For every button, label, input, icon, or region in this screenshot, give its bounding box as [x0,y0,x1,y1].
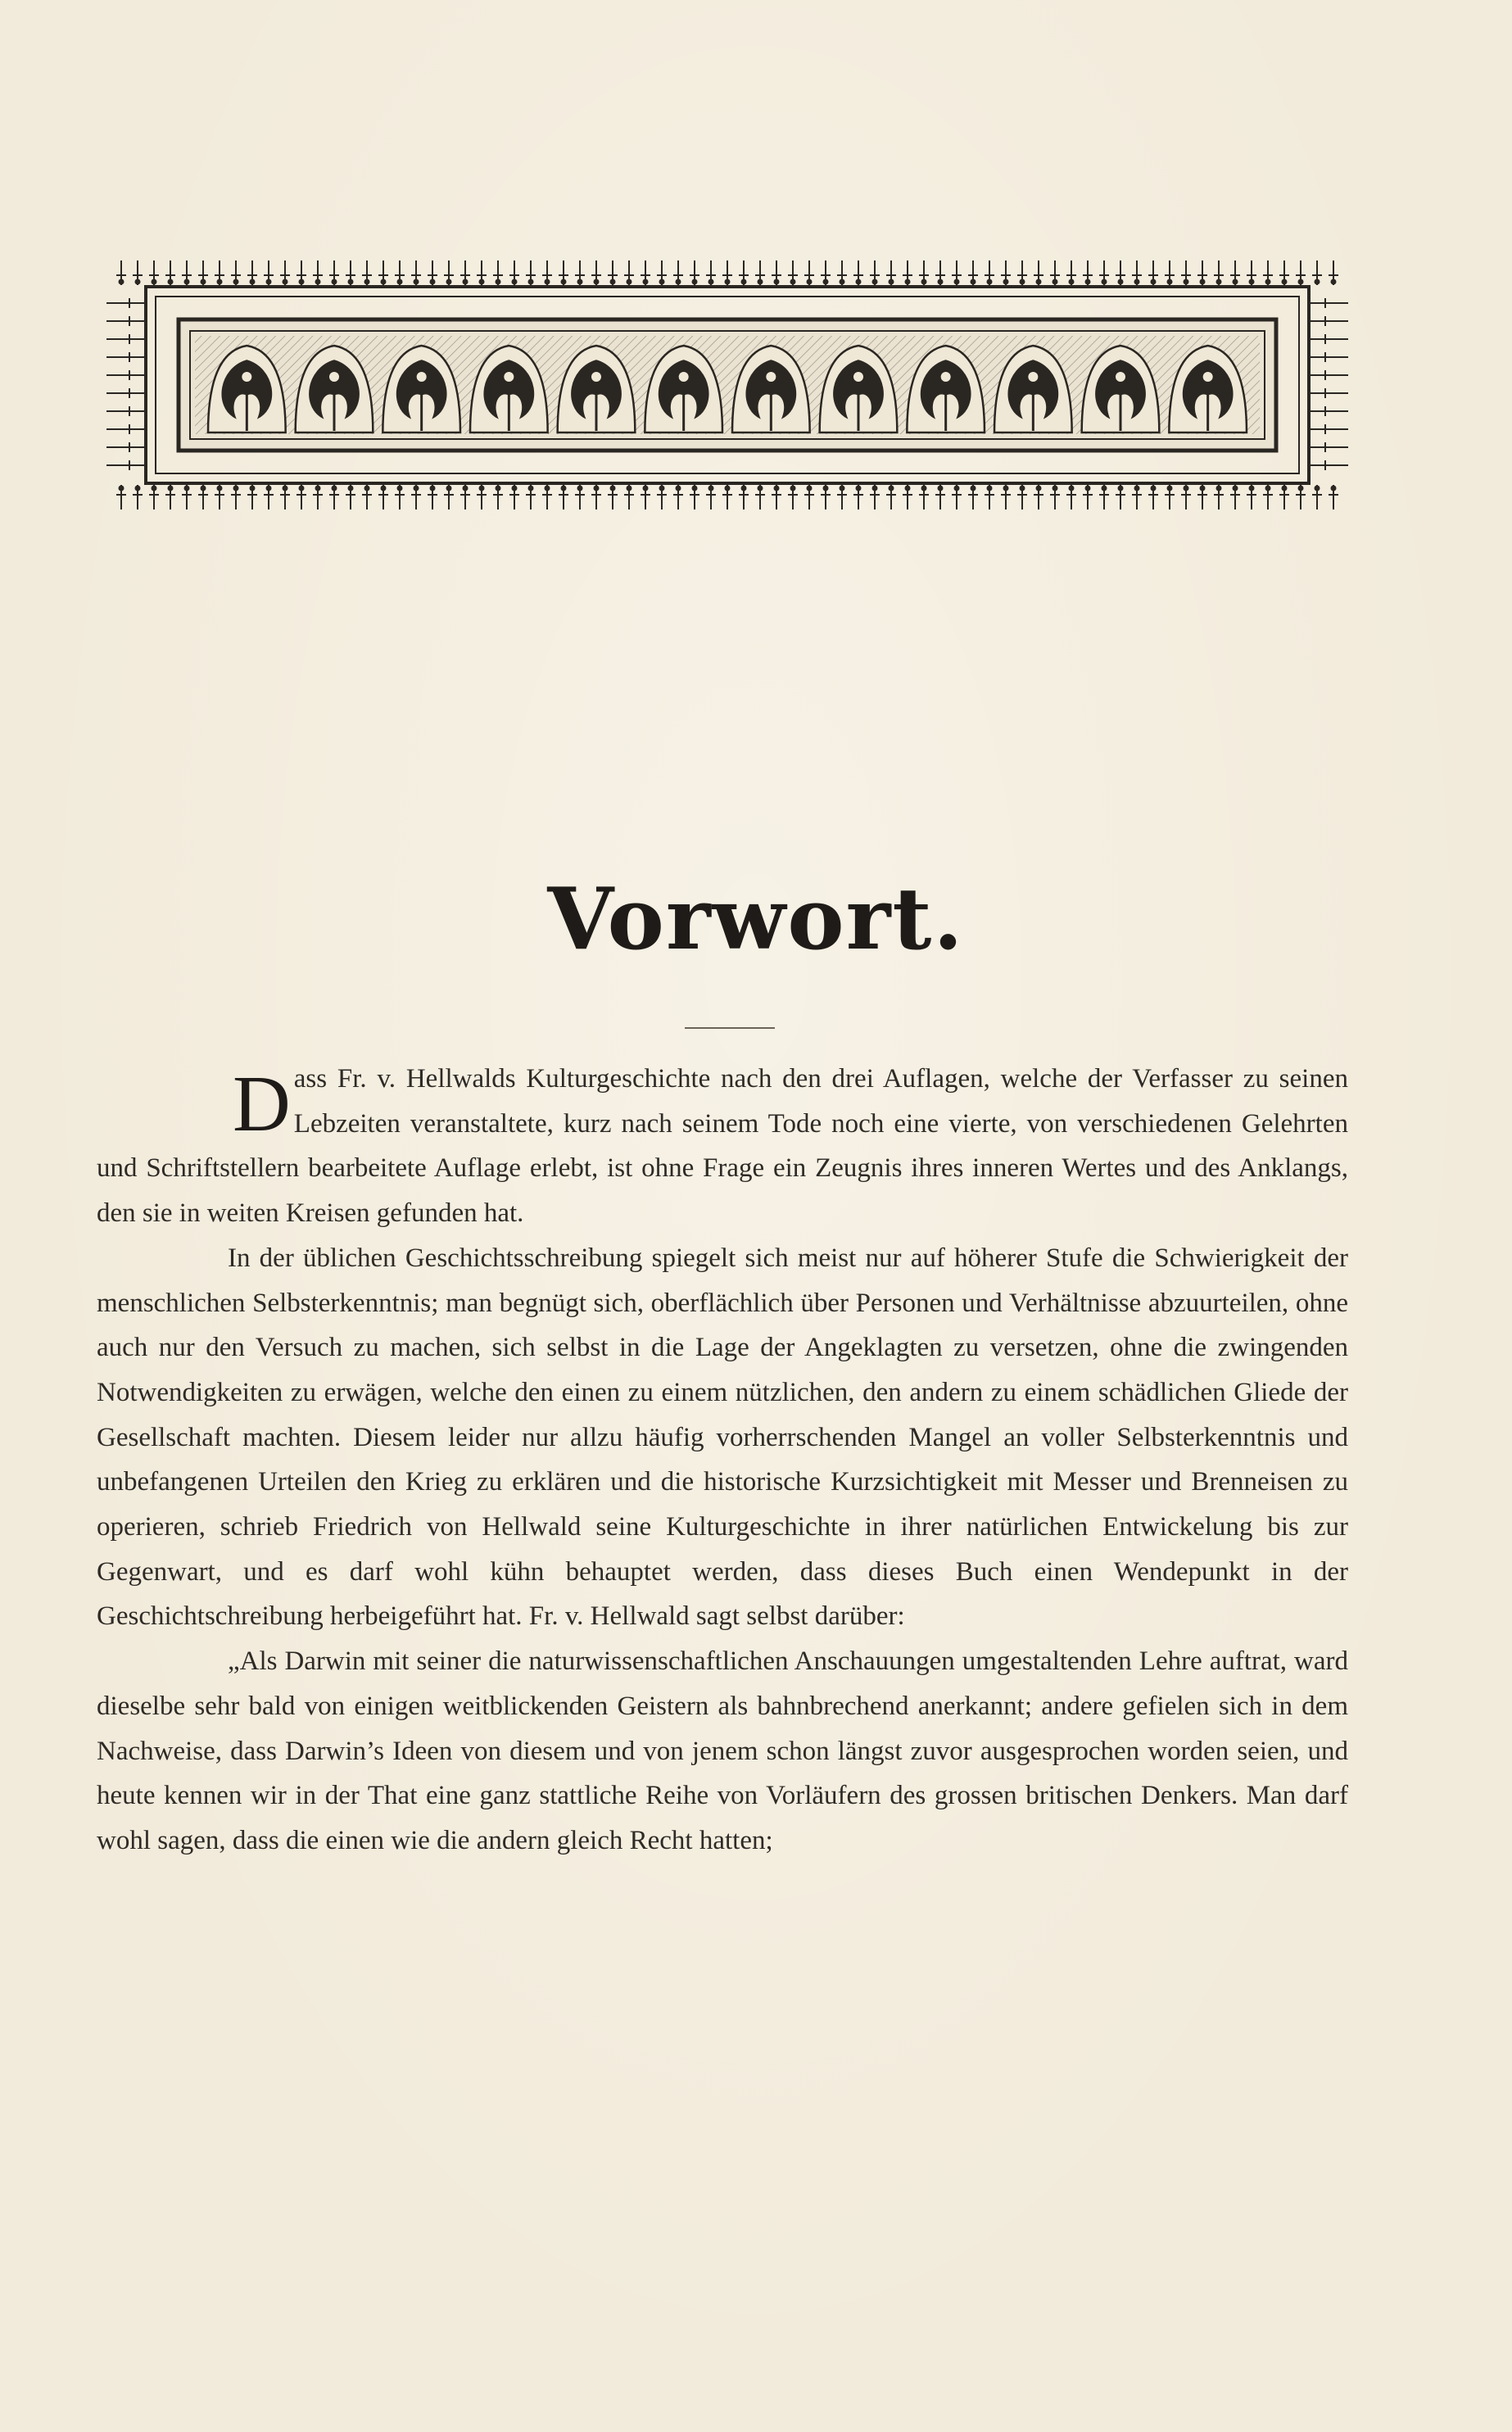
fringe-tassel [428,485,437,509]
fringe-tassel-side [106,406,144,416]
fringe-tassel [772,260,781,285]
fringe-tassel [460,260,470,285]
fringe-tassel-side [1311,406,1348,416]
fringe-tassel [329,260,339,285]
fringe-tassel [821,260,831,285]
fringe-tassel [608,260,618,285]
fringe-tassel [1296,485,1306,509]
title-divider [685,1027,775,1029]
fringe-tassel [526,260,536,285]
fringe-tassel [886,260,896,285]
fringe-tassel [509,485,519,509]
fringe-tassel [477,485,487,509]
fringe-tassel [1001,485,1011,509]
fringe-tassel [1132,260,1142,285]
fringe-tassel [247,260,257,285]
fringe-tassel [919,260,929,285]
fringe-tassel [870,485,880,509]
fringe-tassel [182,485,192,509]
fringe-tassel [231,260,241,285]
fringe-tassel [493,485,503,509]
fringe-tassel [886,485,896,509]
fringe-tassel [591,485,601,509]
fringe-tassel-side [1311,298,1348,308]
fringe-tassel [559,485,568,509]
fringe-tassel [821,485,831,509]
fringe-tassel [165,260,175,285]
fringe-tassel [690,260,699,285]
fringe-tassel [1296,260,1306,285]
fringe-tassel [575,485,585,509]
fringe-tassel [1034,485,1043,509]
paragraph-2: In der üblichen Geschichtsschreibung spiegelt sich meist nur auf höherer Stufe die Schwierigkeit der menschlichen Selbsterkenntnis; man begnügt sich, oberflächlich über Personen und Verhältnisse abzuurteilen, ohne auch nur den Versuch zu machen, sich selbst in die Lage der Angeklagten zu versetzen, ohne die zwingenden Notwendigkeiten zu erwägen, welche den einen zu einem nützlichen, den andern zu einem schädlichen Gliede der Gesellschaft machten. Diesem leider nur allzu häufig vorherrschenden Mangel an voller Selbsterkenntnis und unbefangenen Urteilen den Krieg zu erklären und die historische Kurzsichtigkeit mit Messer und Brenneisen zu operieren, schrieb Friedrich von Hellwald seine Kulturgeschichte in ihrer natürlichen Entwickelung bis zur Gegenwart, und es darf wohl kühn behauptet werden, dass dieses Buch einen Wendepunkt in der Geschichtschreibung herbeigeführt hat. Fr. v. Hellwald sagt selbst darüber: [97,1243,1348,1632]
fringe-tassel [608,485,618,509]
fringe-tassel [395,485,405,509]
fringe-tassel-side [1311,316,1348,326]
fringe-tassel [1279,260,1289,285]
fringe-tassel [182,260,192,285]
fringe-tassel [346,485,355,509]
fringe-tassel [1165,260,1175,285]
fringe-tassel [853,260,863,285]
fringe-tassel-side [106,424,144,434]
fringe-tassel-side [106,388,144,398]
fringe-tassel [1247,260,1256,285]
fringe-tassel [1263,485,1273,509]
page-title: Vorwort. [547,868,965,969]
fringe-tassel [673,260,683,285]
fringe-tassel-side [1311,370,1348,380]
fringe-tassel [1181,485,1191,509]
fringe-tassel [837,260,847,285]
fringe-tassel [1148,260,1158,285]
fringe-tassel [378,485,388,509]
fringe-tassel-side [106,370,144,380]
fringe-tassel [1099,260,1109,285]
paragraph-1-text: ass Fr. v. Hellwalds Kulturgeschichte nach den drei Auflagen, welche der Verfasser zu seinen Lebzeiten veranstaltete, kurz nach seinem Tode noch eine vierte, von verschiedenen Gelehrten und Schriftstellern bearbeitete Auflage erlebt, ist ohne Frage ein Zeugnis ihres inneren Wertes und des Anklangs, den sie in weiten Kreisen gefunden hat. [97,1064,1348,1229]
fringe-tassel [1099,485,1109,509]
fringe-tassel [411,485,421,509]
fringe-tassel [739,260,749,285]
fringe-tassel [1263,260,1273,285]
fringe-tassel [1181,260,1191,285]
fringe-tassel [641,485,650,509]
fringe-tassel [264,485,274,509]
fringe-tassel [591,260,601,285]
fringe-tassel [116,485,126,509]
fringe-tassel [624,260,634,285]
fringe-tassel [968,485,978,509]
fringe-tassel [1116,485,1125,509]
fringe-tassel [772,485,781,509]
fringe-tassel [870,260,880,285]
fringe-tassel [215,485,224,509]
fringe-tassel [1050,260,1060,285]
fringe-tassel [133,260,143,285]
fringe-tassel [985,260,994,285]
fringe-tassel [804,485,814,509]
fringe-tassel [968,260,978,285]
fringe-tassel [1230,260,1240,285]
fringe-tassel [1116,260,1125,285]
fringe-tassel [198,260,208,285]
fringe-tassel [362,260,372,285]
fringe-tassel-side [106,460,144,470]
fringe-tassel [559,260,568,285]
fringe-tassel [624,485,634,509]
fringe-tassel [1001,260,1011,285]
fringe-tassel [1017,485,1027,509]
fringe-tassel [444,485,454,509]
fringe-tassel [264,260,274,285]
fringe-tassel [346,260,355,285]
fringe-tassel [313,485,323,509]
fringe-tassel [755,485,765,509]
fringe-tassel [1132,485,1142,509]
fringe-tassel [1017,260,1027,285]
fringe-tassel [722,260,732,285]
fringe-tassel [1214,260,1224,285]
fringe-tassel [755,260,765,285]
fringe-tassel-side [1311,388,1348,398]
fringe-tassel [477,260,487,285]
fringe-tassel [149,260,159,285]
fringe-tassel [1148,485,1158,509]
fringe-tassel-side [106,298,144,308]
fringe-tassel [542,260,552,285]
paragraph-1 [97,1057,1348,1236]
fringe-tassel [903,485,912,509]
fringe-tassel [706,485,716,509]
fringe-tassel [493,260,503,285]
fringe-tassel [165,485,175,509]
fringe-tassel [1329,260,1338,285]
fringe-tassel [1066,260,1076,285]
fringe-tassel [215,260,224,285]
fringe-tassel [231,485,241,509]
fringe-tassel [247,485,257,509]
fringe-tassel [952,260,962,285]
fringe-tassel [673,485,683,509]
fringe-tassel [411,260,421,285]
fringe-tassel [935,260,945,285]
fringe-tassel [1083,260,1093,285]
fringe-tassel [575,260,585,285]
fringe-tassel [706,260,716,285]
fringe-tassel [935,485,945,509]
fringe-tassel [362,485,372,509]
fringe-tassel [526,485,536,509]
fringe-tassel-side [1311,424,1348,434]
fringe-tassel-side [1311,334,1348,344]
fringe-tassel [542,485,552,509]
fringe-tassel [297,485,306,509]
fringe-tassel [1230,485,1240,509]
fringe-tassel [919,485,929,509]
ornamental-header [97,246,1358,541]
fringe-tassel [1197,485,1207,509]
fringe-tassel [313,260,323,285]
fringe-tassel [1197,260,1207,285]
fringe-tassel-side [106,442,144,452]
fringe-tassel [1247,485,1256,509]
body-text [97,1057,1348,1864]
fringe-tassel [1279,485,1289,509]
fringe-tassel [509,260,519,285]
fringe-tassel [952,485,962,509]
paragraph-3: „Als Darwin mit seiner die naturwissenschaftlichen Anschauungen umgestaltenden Lehre auftrat, ward dieselbe sehr bald von einigen weitblickenden Geistern als bahnbrechend anerkannt; andere gefielen sich in dem Nachweise, dass Darwin’s Ideen von diesem und von jenem schon längst zuvor ausgesprochen worden seien, und heute kennen wir in der That eine ganz stattliche Reihe von Vorläufern des grossen britischen Denkers. Man darf wohl sagen, dass die einen wie die andern gleich Recht hatten; [97,1646,1348,1855]
fringe-tassel [722,485,732,509]
fringe-tassel-side [106,352,144,362]
fringe-tassel [280,485,290,509]
fringe-tassel [198,485,208,509]
fringe-tassel [985,485,994,509]
fringe-tassel [1165,485,1175,509]
fringe-tassel-side [1311,352,1348,362]
fringe-tassel [690,485,699,509]
fringe-tassel [657,485,667,509]
fringe-tassel [444,260,454,285]
fringe-tassel [788,260,798,285]
fringe-tassel [788,485,798,509]
fringe-tassel-side [106,334,144,344]
fringe-tassel [1312,485,1322,509]
fringe-tassel [1312,260,1322,285]
fringe-tassel [804,260,814,285]
fringe-tassel [1050,485,1060,509]
fringe-tassel-side [106,316,144,326]
fringe-tassel [460,485,470,509]
fringe-tassel [297,260,306,285]
fringe-tassel [1066,485,1076,509]
fringe-tassel-side [1311,442,1348,452]
fringe-tassel [641,260,650,285]
fringe-tassel [903,260,912,285]
fringe-tassel [739,485,749,509]
fringe-tassel [1034,260,1043,285]
fringe-tassel [1214,485,1224,509]
fringe-tassel [149,485,159,509]
fringe-tassel [280,260,290,285]
drop-cap-initial: D [233,1060,291,1148]
fringe-tassel [657,260,667,285]
fringe-tassel [1083,485,1093,509]
fringe-tassel [395,260,405,285]
fringe-tassel [378,260,388,285]
fringe-tassel [1329,485,1338,509]
fringe-tassel [428,260,437,285]
fringe-tassel [133,485,143,509]
fringe-tassel [837,485,847,509]
fringe-tassel-side [1311,460,1348,470]
fringe-tassel [116,260,126,285]
fringe-tassel [853,485,863,509]
fringe-tassel [329,485,339,509]
